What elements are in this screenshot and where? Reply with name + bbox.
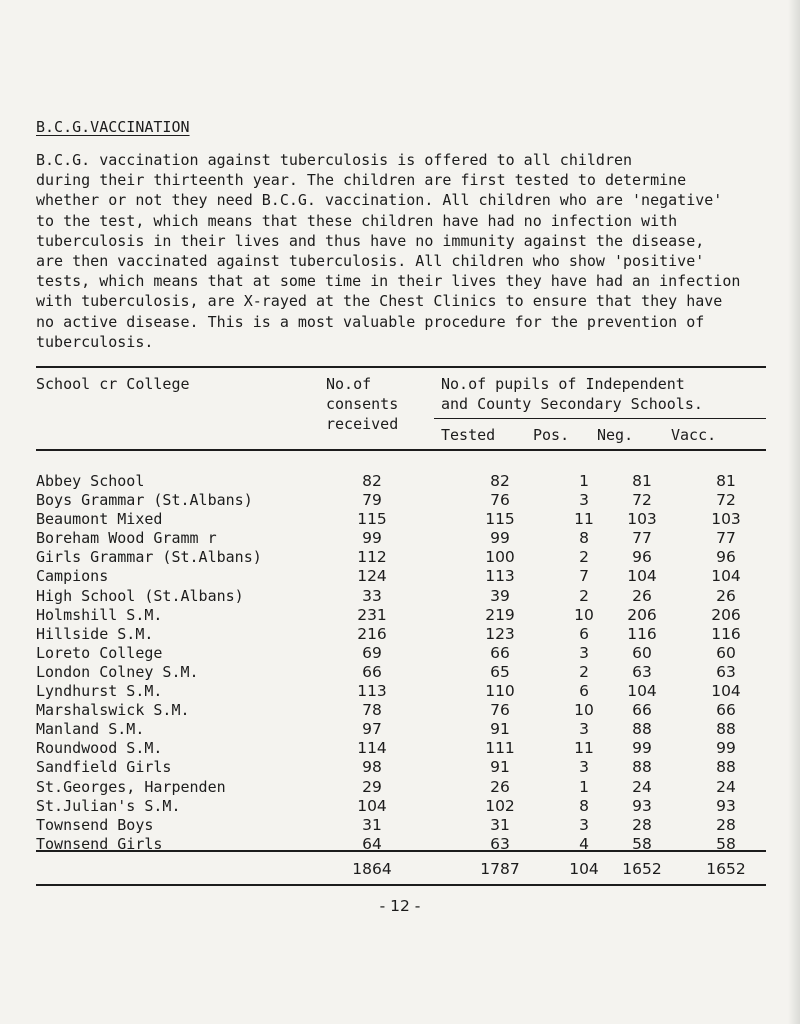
- header-school: School cr College: [36, 375, 190, 393]
- table-row: [36, 778, 766, 797]
- consents-value: 78: [362, 701, 382, 720]
- header-tested: Tested: [441, 426, 496, 444]
- negative-value: 104: [627, 567, 657, 586]
- school-name: Loreto College: [36, 643, 163, 662]
- vaccinated-value: 206: [711, 605, 741, 624]
- negative-value: 66: [632, 701, 652, 720]
- vaccinated-value: 93: [716, 796, 736, 815]
- table-row: [36, 720, 766, 739]
- vaccinated-value: 88: [716, 720, 736, 739]
- tested-value: 99: [490, 529, 510, 548]
- positive-value: 2: [579, 586, 589, 605]
- table-row: [36, 606, 766, 625]
- header-pupils-group: No.of pupils of Independent and County Secondary Schools.: [441, 375, 703, 413]
- negative-value: 99: [632, 739, 652, 758]
- negative-value: 88: [632, 758, 652, 777]
- consents-value: 29: [362, 777, 382, 796]
- negative-value: 104: [627, 682, 657, 701]
- school-name: Marshalswick S.M.: [36, 701, 190, 720]
- school-name: Townsend Girls: [36, 834, 163, 853]
- positive-value: 3: [579, 720, 589, 739]
- table-row: [36, 797, 766, 816]
- table-row: [36, 758, 766, 777]
- negative-value: 63: [632, 662, 652, 681]
- total-consents: 1864: [352, 860, 392, 878]
- total-tested: 1787: [480, 860, 520, 878]
- vaccinated-value: 28: [716, 815, 736, 834]
- positive-value: 4: [579, 834, 589, 853]
- header-bottom-rule: [36, 449, 766, 451]
- table-row: [36, 472, 766, 491]
- tested-value: 76: [490, 701, 510, 720]
- totals-row: [36, 858, 766, 880]
- table-row: [36, 529, 766, 548]
- negative-value: 28: [632, 815, 652, 834]
- consents-value: 66: [362, 662, 382, 681]
- consents-value: 97: [362, 720, 382, 739]
- total-positive: 104: [569, 860, 599, 878]
- vaccinated-value: 66: [716, 701, 736, 720]
- vaccinated-value: 26: [716, 586, 736, 605]
- table-body: [36, 472, 766, 854]
- consents-value: 82: [362, 472, 382, 490]
- positive-value: 11: [574, 739, 594, 758]
- school-name: Beaumont Mixed: [36, 510, 163, 529]
- consents-value: 79: [362, 491, 382, 510]
- tested-value: 123: [485, 624, 515, 643]
- tested-value: 219: [485, 605, 515, 624]
- vaccinated-value: 58: [716, 834, 736, 853]
- consents-value: 99: [362, 529, 382, 548]
- negative-value: 88: [632, 720, 652, 739]
- vaccinated-value: 77: [716, 529, 736, 548]
- vaccinated-value: 81: [716, 472, 736, 490]
- negative-value: 24: [632, 777, 652, 796]
- positive-value: 10: [574, 605, 594, 624]
- consents-value: 216: [357, 624, 387, 643]
- consents-value: 31: [362, 815, 382, 834]
- consents-value: 104: [357, 796, 387, 815]
- table-row: [36, 625, 766, 644]
- tested-value: 113: [485, 567, 515, 586]
- table-row: [36, 682, 766, 701]
- positive-value: 1: [579, 777, 589, 796]
- school-name: Townsend Boys: [36, 815, 154, 834]
- positive-value: 6: [579, 624, 589, 643]
- school-name: St.Georges, Harpenden: [36, 777, 226, 796]
- table-row: [36, 587, 766, 606]
- page-number: - 12 -: [379, 897, 421, 915]
- positive-value: 3: [579, 491, 589, 510]
- negative-value: 60: [632, 643, 652, 662]
- school-name: Holmshill S.M.: [36, 605, 163, 624]
- vaccinated-value: 104: [711, 682, 741, 701]
- consents-value: 64: [362, 834, 382, 853]
- school-name: Boys Grammar (St.Albans): [36, 491, 253, 510]
- consents-value: 124: [357, 567, 387, 586]
- positive-value: 3: [579, 643, 589, 662]
- school-name: St.Julian's S.M.: [36, 796, 181, 815]
- negative-value: 206: [627, 605, 657, 624]
- vaccinated-value: 103: [711, 510, 741, 529]
- negative-value: 96: [632, 548, 652, 567]
- totals-top-rule: [36, 850, 766, 852]
- tested-value: 111: [485, 739, 515, 758]
- vaccinated-value: 72: [716, 491, 736, 510]
- consents-value: 113: [357, 682, 387, 701]
- school-name: Boreham Wood Gramm r: [36, 529, 217, 548]
- intro-paragraph: B.C.G. vaccination against tuberculosis is offered to all children during their thirteenth year. The children are first tested to determine whether or not they need B.C.G. vaccination. All children who are 'negative' to the test, which means that these children have had no infection with tuberculosis in their lives and thus have no immunity against the disease, are then vaccinated against tuberculosis. All children who show 'positive' tests, which means that at some time in their lives they have had an infection with tuberculosis, are X-rayed at the Chest Clinics to ensure that they have no active disease. This is a most valuable procedure for the prevention of tuberculosis.: [36, 151, 741, 351]
- tested-value: 39: [490, 586, 510, 605]
- school-name: Sandfield Girls: [36, 758, 172, 777]
- table-row: [36, 491, 766, 510]
- negative-value: 116: [627, 624, 657, 643]
- consents-value: 114: [357, 739, 387, 758]
- consents-value: 69: [362, 643, 382, 662]
- consents-value: 33: [362, 586, 382, 605]
- header-pos: Pos.: [533, 426, 570, 444]
- tested-value: 91: [490, 758, 510, 777]
- tested-value: 76: [490, 491, 510, 510]
- positive-value: 11: [574, 510, 594, 529]
- table-row: [36, 663, 766, 682]
- tested-value: 65: [490, 662, 510, 681]
- table-row: [36, 816, 766, 835]
- table-row: [36, 739, 766, 758]
- tested-value: 31: [490, 815, 510, 834]
- header-consents: No.of consents received: [326, 375, 399, 433]
- negative-value: 81: [632, 472, 652, 490]
- tested-value: 63: [490, 834, 510, 853]
- consents-value: 231: [357, 605, 387, 624]
- total-vaccinated: 1652: [706, 860, 746, 878]
- positive-value: 8: [579, 796, 589, 815]
- school-name: Girls Grammar (St.Albans): [36, 548, 262, 567]
- tested-value: 26: [490, 777, 510, 796]
- vaccinated-value: 104: [711, 567, 741, 586]
- tested-value: 91: [490, 720, 510, 739]
- tested-value: 66: [490, 643, 510, 662]
- vaccinated-value: 60: [716, 643, 736, 662]
- vaccinated-value: 24: [716, 777, 736, 796]
- negative-value: 26: [632, 586, 652, 605]
- header-vacc: Vacc.: [671, 426, 717, 444]
- section-heading: B.C.G.VACCINATION: [36, 118, 190, 136]
- tested-value: 100: [485, 548, 515, 567]
- vaccinated-value: 116: [711, 624, 741, 643]
- vaccinated-value: 99: [716, 739, 736, 758]
- positive-value: 6: [579, 682, 589, 701]
- positive-value: 3: [579, 815, 589, 834]
- positive-value: 2: [579, 662, 589, 681]
- positive-value: 2: [579, 548, 589, 567]
- negative-value: 103: [627, 510, 657, 529]
- school-name: Lyndhurst S.M.: [36, 682, 163, 701]
- positive-value: 8: [579, 529, 589, 548]
- school-name: Hillside S.M.: [36, 624, 154, 643]
- page-edge-shadow: [788, 0, 800, 1024]
- vaccinated-value: 96: [716, 548, 736, 567]
- table-row: [36, 548, 766, 567]
- vaccinated-value: 88: [716, 758, 736, 777]
- positive-value: 10: [574, 701, 594, 720]
- tested-value: 115: [485, 510, 515, 529]
- table-row: [36, 701, 766, 720]
- positive-value: 1: [579, 472, 589, 490]
- consents-value: 115: [357, 510, 387, 529]
- school-name: High School (St.Albans): [36, 586, 244, 605]
- vaccinated-value: 63: [716, 662, 736, 681]
- school-name: London Colney S.M.: [36, 662, 199, 681]
- negative-value: 77: [632, 529, 652, 548]
- tested-value: 102: [485, 796, 515, 815]
- school-name: Manland S.M.: [36, 720, 145, 739]
- totals-bottom-rule: [36, 884, 766, 886]
- table-row: [36, 567, 766, 586]
- consents-value: 112: [357, 548, 387, 567]
- school-name: Campions: [36, 567, 109, 586]
- positive-value: 7: [579, 567, 589, 586]
- table-row: [36, 510, 766, 529]
- negative-value: 72: [632, 491, 652, 510]
- school-name: Abbey School: [36, 472, 145, 490]
- subheader-rule: [434, 418, 766, 419]
- header-neg: Neg.: [597, 426, 634, 444]
- table-top-rule: [36, 366, 766, 368]
- total-negative: 1652: [622, 860, 662, 878]
- negative-value: 58: [632, 834, 652, 853]
- positive-value: 3: [579, 758, 589, 777]
- negative-value: 93: [632, 796, 652, 815]
- school-name: Roundwood S.M.: [36, 739, 163, 758]
- tested-value: 82: [490, 472, 510, 490]
- tested-value: 110: [485, 682, 515, 701]
- table-row: [36, 644, 766, 663]
- consents-value: 98: [362, 758, 382, 777]
